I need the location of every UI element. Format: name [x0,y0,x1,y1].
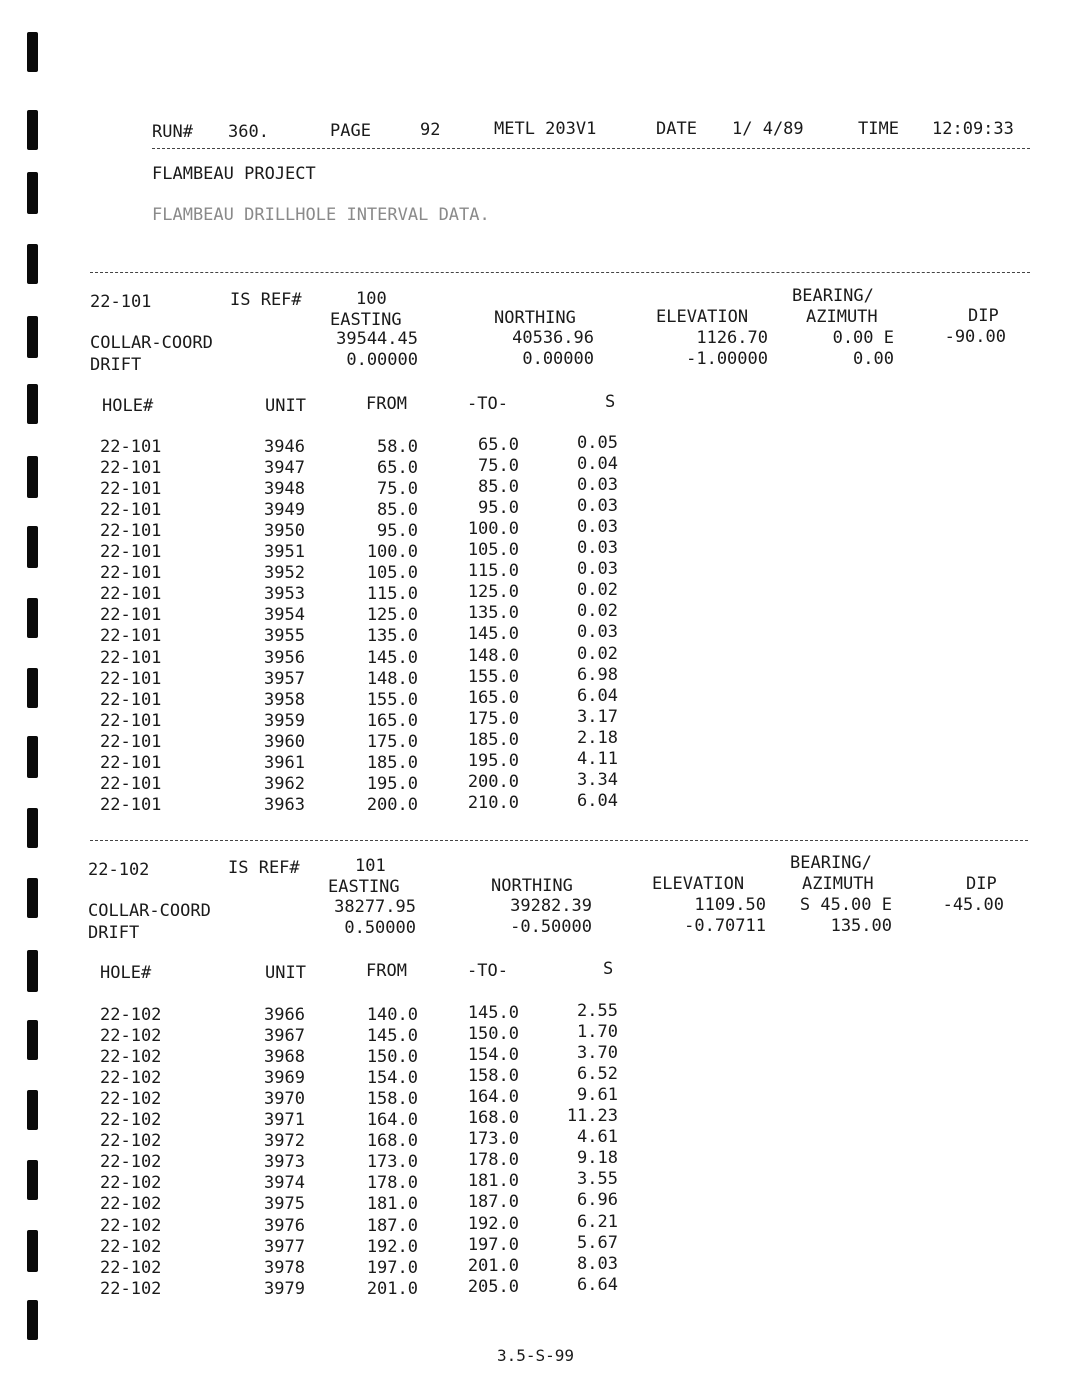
table-row [0,1274,1066,1300]
cell-unit: 3963 [264,794,305,815]
collar-azimuth: S 45.00 E [799,895,892,915]
cell-from: 173.0 [366,1152,418,1173]
cell-hole: 22-101 [100,563,162,584]
cell-s: 0.02 [577,580,618,601]
collar-elevation: 1126.70 [696,328,768,348]
cell-unit: 3952 [264,563,305,584]
table-row [0,433,1066,458]
col-s: S [605,392,616,412]
table-row [0,1169,1066,1194]
cell-s: 0.03 [577,475,618,496]
cell-hole: 22-102 [100,1152,162,1173]
dip-header: DIP [966,874,997,894]
cell-s: 3.17 [577,706,618,727]
cell-to: 85.0 [478,477,519,498]
cell-to: 192.0 [467,1213,519,1234]
cell-to: 187.0 [467,1192,519,1213]
cell-to: 210.0 [467,792,519,813]
cell-from: 125.0 [366,605,418,626]
cell-s: 5.67 [577,1232,618,1253]
cell-to: 181.0 [467,1171,519,1192]
cell-unit: 3957 [264,668,305,689]
ref-value: 101 [355,856,386,876]
col-hole: HOLE# [102,396,154,416]
col-from: FROM [366,961,407,981]
cell-to: 173.0 [467,1129,519,1150]
page-value: 92 [420,120,441,140]
cell-s: 2.55 [577,1001,618,1021]
cell-from: 197.0 [366,1257,418,1278]
cell-unit: 3962 [264,773,305,794]
collar-dip: -45.00 [942,895,1004,915]
cell-from: 145.0 [366,647,418,668]
cell-hole: 22-102 [100,1110,162,1131]
cell-unit: 3977 [264,1236,305,1257]
cell-to: 200.0 [467,771,519,792]
collar-northing: 39282.39 [510,896,592,916]
cell-from: 192.0 [366,1236,418,1257]
cell-unit: 3951 [264,542,305,563]
header-divider [152,148,1030,149]
run-label: RUN# [152,122,193,142]
table-row [0,601,1066,626]
table-row [0,1190,1066,1215]
section-divider-2 [90,840,1028,841]
cell-to: 148.0 [467,645,519,666]
run-value: 360. [228,122,269,142]
cell-from: 201.0 [366,1278,418,1299]
table-row [0,748,1066,774]
cell-hole: 22-102 [100,1068,162,1089]
easting-header: EASTING [328,877,400,897]
table-row [0,517,1066,542]
cell-from: 140.0 [366,1005,418,1025]
col-to: -TO- [467,394,508,414]
cell-unit: 3968 [264,1047,305,1068]
table-row [0,643,1066,669]
cell-from: 85.0 [377,500,418,521]
cell-from: 187.0 [366,1215,418,1236]
drift-northing: -0.50000 [510,917,592,937]
table-row [0,1106,1066,1131]
page-number: 3.5-S-99 [497,1346,575,1365]
cell-s: 0.02 [577,643,618,664]
cell-hole: 22-102 [100,1047,162,1068]
cell-from: 105.0 [366,563,418,584]
cell-from: 155.0 [366,689,418,710]
cell-unit: 3947 [264,458,305,479]
table-row [0,1043,1066,1068]
cell-s: 6.98 [577,664,618,685]
drift-azimuth: 0.00 [853,349,894,369]
section-divider-1 [90,272,1030,273]
cell-s: 0.03 [577,496,618,517]
cell-to: 168.0 [467,1108,519,1129]
cell-s: 0.03 [577,538,618,559]
cell-unit: 3949 [264,500,305,521]
table-row [0,1232,1066,1258]
cell-unit: 3970 [264,1089,305,1110]
cell-hole: 22-101 [100,542,162,563]
cell-unit: 3954 [264,605,305,626]
project-title: FLAMBEAU PROJECT [152,164,316,184]
cell-from: 58.0 [377,437,418,457]
cell-from: 158.0 [366,1089,418,1110]
table-row [0,559,1066,584]
cell-hole: 22-101 [100,794,162,815]
cell-hole: 22-102 [100,1215,162,1236]
azimuth-header: AZIMUTH [802,874,874,894]
bearing-header: BEARING/ [792,286,874,306]
table-row [0,1001,1066,1026]
cell-unit: 3974 [264,1173,305,1194]
cell-s: 3.34 [577,769,618,790]
program-name: METL 203V1 [494,119,597,139]
cell-hole: 22-101 [100,584,162,605]
cell-from: 150.0 [366,1047,418,1068]
drift-northing: 0.00000 [522,349,594,369]
cell-from: 75.0 [377,479,418,500]
cell-to: 201.0 [467,1255,519,1276]
table-row [0,1148,1066,1173]
collar-northing: 40536.96 [512,328,594,348]
time-label: TIME [858,119,899,139]
cell-s: 0.05 [577,433,618,453]
azimuth-header: AZIMUTH [806,307,878,327]
cell-hole: 22-102 [100,1005,162,1025]
cell-s: 6.52 [577,1064,618,1085]
cell-to: 95.0 [478,498,519,519]
table-row [0,790,1066,816]
elevation-header: ELEVATION [652,874,745,894]
cell-from: 115.0 [366,584,418,605]
ref-label: IS REF# [228,858,300,878]
table-header [0,392,1066,417]
cell-s: 0.02 [577,601,618,622]
table-row [0,1253,1066,1279]
table-row [0,685,1066,711]
table-row [0,706,1066,732]
cell-s: 6.21 [577,1211,618,1232]
cell-hole: 22-101 [100,626,162,647]
drift-label: DRIFT [90,355,142,375]
cell-s: 8.03 [577,1253,618,1274]
cell-hole: 22-101 [100,647,162,668]
cell-to: 145.0 [467,1003,519,1023]
cell-unit: 3956 [264,647,305,668]
cell-hole: 22-102 [100,1278,162,1299]
cell-s: 2.18 [577,727,618,748]
northing-header: NORTHING [494,308,576,328]
col-to: -TO- [467,961,508,981]
cell-to: 75.0 [478,456,519,477]
date-label: DATE [656,119,697,139]
cell-hole: 22-101 [100,752,162,773]
easting-header: EASTING [330,310,402,330]
col-unit: UNIT [265,963,306,983]
table-header [0,959,1066,984]
cell-from: 164.0 [366,1110,418,1131]
cell-unit: 3955 [264,626,305,647]
cell-to: 164.0 [467,1087,519,1108]
table-row [0,1127,1066,1152]
drift-azimuth: 135.00 [830,916,892,936]
cell-from: 95.0 [377,521,418,542]
table-row [0,727,1066,753]
cell-from: 145.0 [366,1026,418,1047]
collar-easting: 39544.45 [336,329,418,349]
hole-id: 22-102 [88,860,150,880]
cell-from: 168.0 [366,1131,418,1152]
cell-from: 65.0 [377,458,418,479]
report-title: FLAMBEAU DRILLHOLE INTERVAL DATA. [152,205,490,225]
cell-unit: 3960 [264,731,305,752]
cell-hole: 22-102 [100,1026,162,1047]
cell-to: 155.0 [467,666,519,687]
cell-to: 65.0 [478,435,519,455]
drift-label: DRIFT [88,923,140,943]
cell-unit: 3979 [264,1278,305,1299]
cell-to: 178.0 [467,1150,519,1171]
cell-unit: 3978 [264,1257,305,1278]
drift-elevation: -1.00000 [686,349,768,369]
cell-to: 185.0 [467,729,519,750]
northing-header: NORTHING [491,876,573,896]
cell-s: 0.03 [577,559,618,580]
cell-s: 6.04 [577,685,618,706]
table-row [0,1211,1066,1237]
cell-s: 4.11 [577,748,618,769]
table-row [0,454,1066,479]
cell-hole: 22-101 [100,731,162,752]
cell-from: 100.0 [366,542,418,563]
ref-value: 100 [356,289,387,309]
cell-to: 115.0 [467,561,519,582]
collar-azimuth: 0.00 E [832,328,894,348]
cell-from: 178.0 [366,1173,418,1194]
cell-s: 0.04 [577,454,618,475]
table-row [0,538,1066,563]
cell-hole: 22-102 [100,1236,162,1257]
hole-id: 22-101 [90,292,152,312]
cell-s: 0.03 [577,517,618,538]
table-row [0,580,1066,605]
drift-elevation: -0.70711 [684,916,766,936]
cell-unit: 3958 [264,689,305,710]
cell-s: 4.61 [577,1127,618,1148]
cell-hole: 22-101 [100,668,162,689]
dip-header: DIP [968,306,999,326]
cell-hole: 22-102 [100,1257,162,1278]
collar-label: COLLAR-COORD [90,333,213,353]
cell-from: 185.0 [366,752,418,773]
col-from: FROM [366,394,407,414]
table-row [0,769,1066,795]
cell-hole: 22-101 [100,710,162,731]
cell-s: 9.18 [577,1148,618,1169]
cell-unit: 3969 [264,1068,305,1089]
cell-hole: 22-101 [100,437,162,457]
cell-hole: 22-101 [100,605,162,626]
cell-unit: 3971 [264,1110,305,1131]
collar-label: COLLAR-COORD [88,901,211,921]
cell-unit: 3959 [264,710,305,731]
cell-to: 195.0 [467,750,519,771]
table-row [0,664,1066,690]
drift-easting: 0.00000 [346,350,418,370]
cell-s: 3.55 [577,1169,618,1190]
cell-unit: 3946 [264,437,305,457]
time-value: 12:09:33 [932,119,1014,139]
cell-unit: 3961 [264,752,305,773]
cell-to: 125.0 [467,582,519,603]
cell-s: 11.23 [566,1106,618,1127]
cell-unit: 3975 [264,1194,305,1215]
cell-unit: 3973 [264,1152,305,1173]
collar-easting: 38277.95 [334,897,416,917]
table-row [0,1022,1066,1047]
cell-unit: 3948 [264,479,305,500]
cell-hole: 22-102 [100,1131,162,1152]
cell-unit: 3953 [264,584,305,605]
cell-to: 145.0 [467,624,519,645]
date-value: 1/ 4/89 [732,119,804,139]
cell-s: 1.70 [577,1022,618,1043]
cell-unit: 3967 [264,1026,305,1047]
cell-unit: 3972 [264,1131,305,1152]
cell-to: 105.0 [467,540,519,561]
elevation-header: ELEVATION [656,307,749,327]
cell-to: 197.0 [467,1234,519,1255]
col-s: S [603,959,614,979]
cell-hole: 22-101 [100,773,162,794]
table-row [0,475,1066,500]
cell-s: 6.96 [577,1190,618,1211]
collar-dip: -90.00 [944,327,1006,347]
cell-to: 205.0 [467,1276,519,1297]
cell-hole: 22-101 [100,521,162,542]
cell-hole: 22-102 [100,1089,162,1110]
cell-hole: 22-101 [100,500,162,521]
table-row [0,622,1066,647]
cell-to: 158.0 [467,1066,519,1087]
cell-from: 154.0 [366,1068,418,1089]
cell-to: 150.0 [467,1024,519,1045]
collar-elevation: 1109.50 [694,895,766,915]
cell-from: 165.0 [366,710,418,731]
cell-to: 165.0 [467,687,519,708]
cell-to: 100.0 [467,519,519,540]
cell-s: 6.04 [577,790,618,811]
ref-label: IS REF# [230,290,302,310]
cell-to: 154.0 [467,1045,519,1066]
cell-from: 135.0 [366,626,418,647]
cell-s: 6.64 [577,1274,618,1295]
cell-from: 148.0 [366,668,418,689]
cell-hole: 22-101 [100,689,162,710]
cell-hole: 22-101 [100,479,162,500]
table-row [0,1064,1066,1089]
col-hole: HOLE# [100,963,152,983]
cell-from: 175.0 [366,731,418,752]
cell-unit: 3976 [264,1215,305,1236]
table-row [0,1085,1066,1110]
cell-from: 195.0 [366,773,418,794]
col-unit: UNIT [265,396,306,416]
cell-to: 175.0 [467,708,519,729]
drift-easting: 0.50000 [344,918,416,938]
cell-s: 3.70 [577,1043,618,1064]
cell-to: 135.0 [467,603,519,624]
cell-unit: 3950 [264,521,305,542]
cell-hole: 22-102 [100,1194,162,1215]
cell-unit: 3966 [264,1005,305,1025]
cell-from: 181.0 [366,1194,418,1215]
cell-s: 9.61 [577,1085,618,1106]
table-row [0,496,1066,521]
cell-s: 0.03 [577,622,618,643]
cell-from: 200.0 [366,794,418,815]
bearing-header: BEARING/ [790,853,872,873]
cell-hole: 22-101 [100,458,162,479]
page-label: PAGE [330,121,371,141]
cell-hole: 22-102 [100,1173,162,1194]
